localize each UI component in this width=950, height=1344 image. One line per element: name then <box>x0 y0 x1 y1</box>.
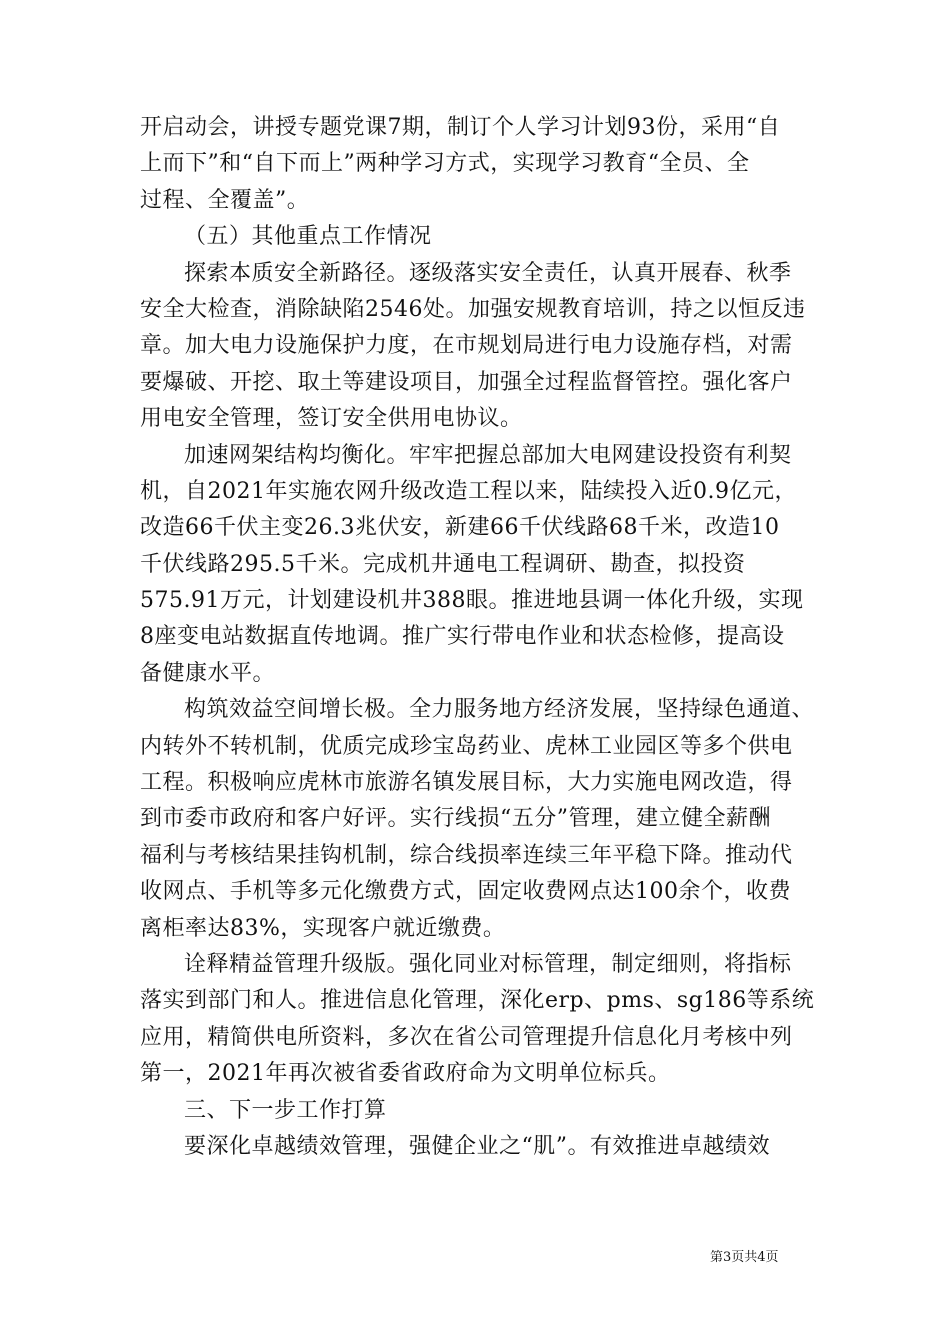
text-line: 575.91万元，计划建设机井388眼。推进地县调一体化升级，实现 <box>140 588 804 614</box>
text-line: 上而下”和“自下而上”两种学习方式，实现学习教育“全员、全 <box>140 151 750 177</box>
text-line: 诠释精益管理升级版。强化同业对标管理，制定细则，将指标 <box>184 951 792 977</box>
text-line: 加速网架结构均衡化。牢牢把握总部加大电网建设投资有利契 <box>184 442 792 468</box>
text-line: 到市委市政府和客户好评。实行线损“五分”管理，建立健全薪酬 <box>140 806 771 832</box>
text-line: 章。加大电力设施保护力度，在市规划局进行电力设施存档，对需 <box>140 333 793 359</box>
text-line: 要爆破、开挖、取土等建设项目，加强全过程监督管控。强化客户 <box>140 369 793 395</box>
text-line: 备健康水平。 <box>140 660 276 686</box>
section-heading: （五）其他重点工作情况 <box>184 224 432 250</box>
text-line: 机，自2021年实施农网升级改造工程以来，陆续投入近0.9亿元， <box>140 478 797 504</box>
text-line: 探索本质安全新路径。逐级落实安全责任，认真开展春、秋季 <box>184 260 792 286</box>
text-line: 福利与考核结果挂钩机制，综合线损率连续三年平稳下降。推动代 <box>140 842 793 868</box>
text-line: 改造66千伏主变26.3兆伏安，新建66千伏线路68千米，改造10 <box>140 515 780 541</box>
text-line: 8座变电站数据直传地调。推广实行带电作业和状态检修，提高设 <box>140 624 785 650</box>
text-line: 要深化卓越绩效管理，强健企业之“肌”。有效推进卓越绩效 <box>184 1133 770 1159</box>
text-line: 安全大检查，消除缺陷2546处。加强安规教育培训，持之以恒反违 <box>140 296 806 322</box>
section-heading: 三、下一步工作打算 <box>184 1097 387 1123</box>
text-line: 开启动会，讲授专题党课7期，制订个人学习计划93份，采用“自 <box>140 115 781 140</box>
text-line: 构筑效益空间增长极。全力服务地方经济发展，坚持绿色通道、 <box>184 697 815 723</box>
text-line: 用电安全管理，签订安全供用电协议。 <box>140 406 523 432</box>
text-line: 落实到部门和人。推进信息化管理，深化erp、pms、sg186等系统 <box>140 988 815 1014</box>
text-line: 第一，2021年再次被省委省政府命为文明单位标兵。 <box>140 1061 671 1087</box>
text-line: 离柜率达83%，实现客户就近缴费。 <box>140 915 506 941</box>
text-line: 千伏线路295.5千米。完成机井通电工程调研、勘查，拟投资 <box>140 551 746 577</box>
text-line: 过程、全覆盖”。 <box>140 187 310 213</box>
text-line: 收网点、手机等多元化缴费方式，固定收费网点达100余个，收费 <box>140 879 791 905</box>
text-line: 工程。积极响应虎林市旅游名镇发展目标，大力实施电网改造，得 <box>140 770 793 796</box>
text-line: 应用，精简供电所资料，多次在省公司管理提升信息化月考核中列 <box>140 1024 793 1050</box>
page-number: 第3页共4页 <box>710 1250 779 1265</box>
text-line: 内转外不转机制，优质完成珍宝岛药业、虎林工业园区等多个供电 <box>140 733 793 759</box>
document-body <box>140 110 815 1165</box>
